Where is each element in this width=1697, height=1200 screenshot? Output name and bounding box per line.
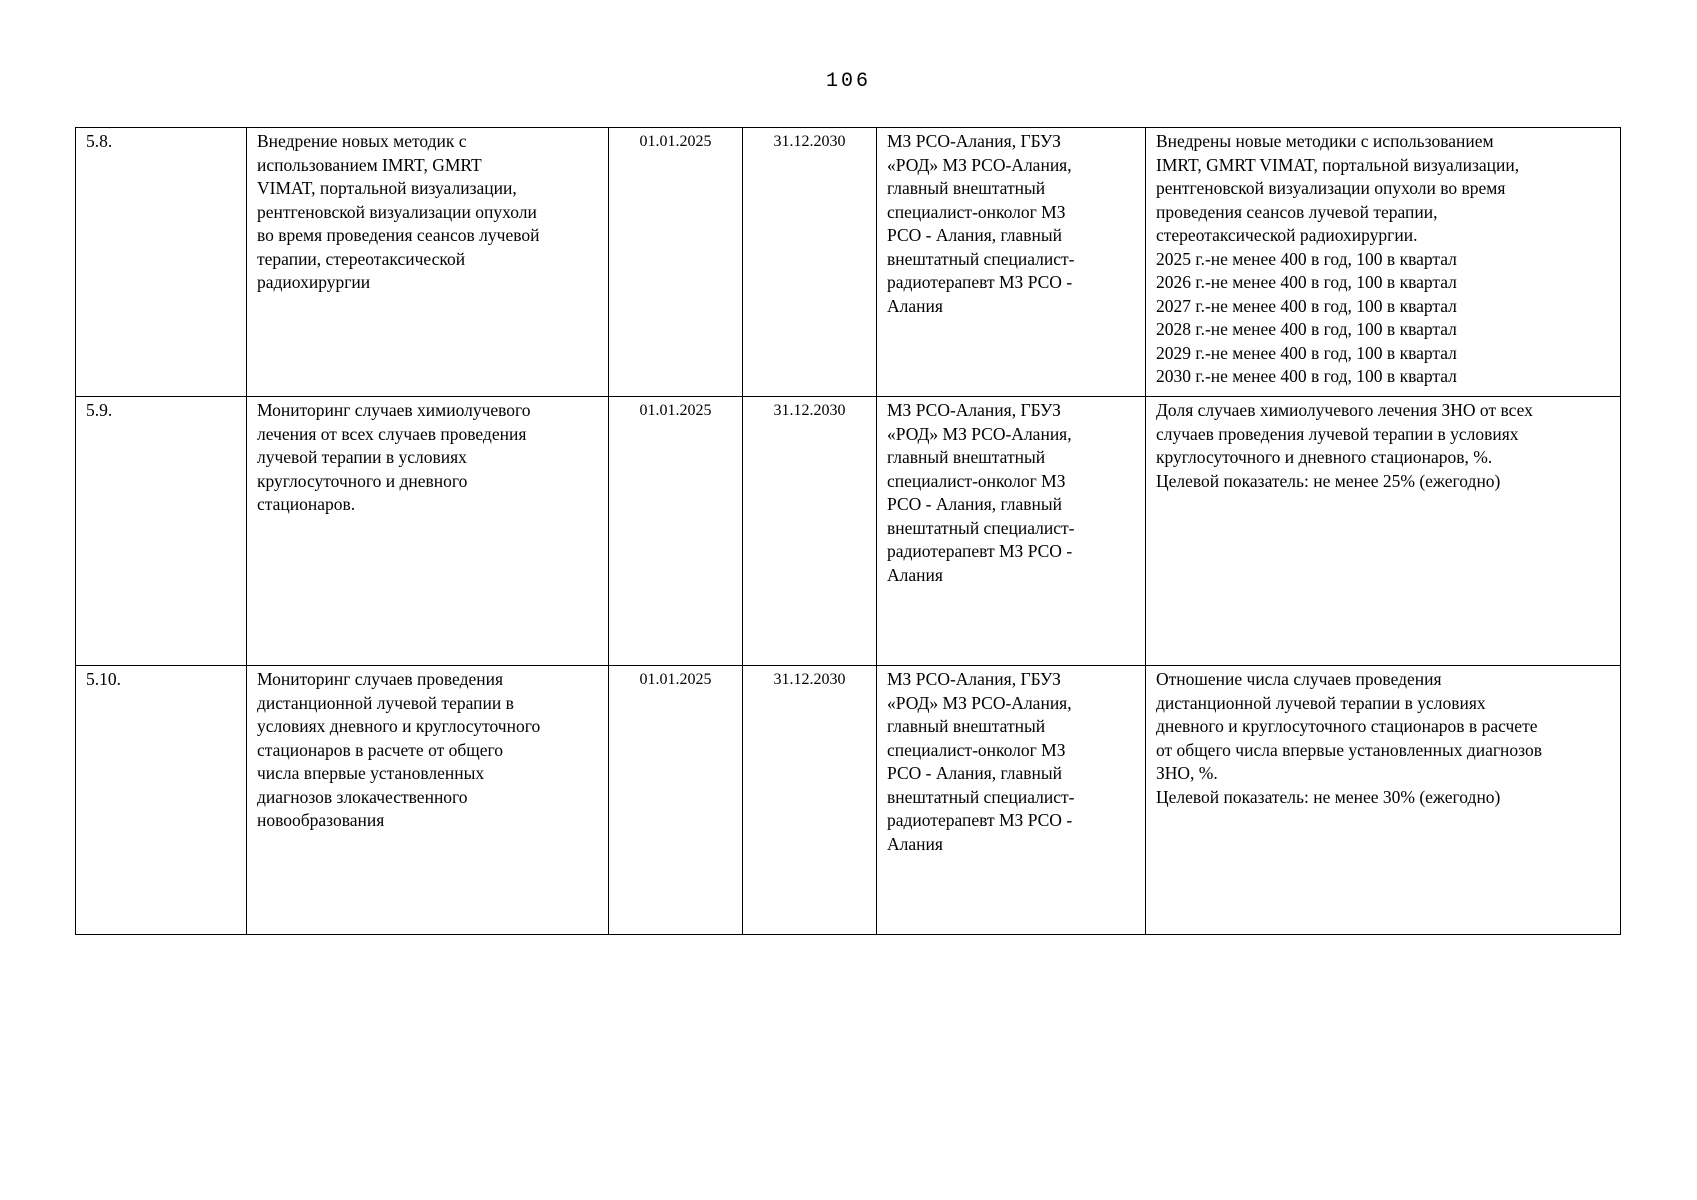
table-row [76, 397, 1621, 666]
text-line: Алания [887, 833, 943, 854]
row-number: 5.10. [76, 666, 247, 935]
text-line: VIMAT, портальной визуализации, [257, 178, 517, 198]
text-line: рентгеновской визуализации опухоли во время [1156, 178, 1506, 198]
text-line: РСО - Алания, главный [887, 494, 1063, 514]
row-number: 5.9. [76, 397, 247, 666]
text-line: специалист-онколог МЗ [887, 739, 1066, 760]
start-date: 01.01.2025 [609, 397, 743, 666]
page-number: 106 [825, 70, 871, 93]
text-line: главный внештатный [887, 178, 1046, 198]
text-line: круглосуточного и дневного стационаров, %. [1156, 447, 1493, 467]
text-line: проведения сеансов лучевой терапии, [1156, 201, 1438, 222]
text-line: ЗНО, %. [1156, 763, 1218, 783]
text-line: МЗ РСО-Алания, ГБУЗ [887, 669, 1061, 689]
end-date: 31.12.2030 [743, 128, 877, 397]
text-line: 2026 г.-не менее 400 в год, 100 в квартал [1156, 272, 1457, 292]
text-line: специалист-онколог МЗ [887, 470, 1066, 491]
text-line: Алания [887, 295, 943, 316]
table-row [76, 128, 1621, 397]
text-line: во время проведения сеансов лучевой [257, 225, 540, 245]
end-date: 31.12.2030 [743, 397, 877, 666]
text-line: 2025 г.-не менее 400 в год, 100 в квартал [1156, 248, 1457, 269]
responsible [877, 666, 1146, 935]
text-line: от общего числа впервые установленных диагнозов [1156, 739, 1542, 760]
text-line: «РОД» МЗ РСО-Алания, [887, 154, 1072, 175]
text-line: стационаров. [257, 494, 356, 514]
text-line: IMRT, GMRT VIMAT, портальной визуализации, [1156, 154, 1520, 175]
table-row [76, 666, 1621, 935]
expected-result [1146, 666, 1621, 935]
start-date: 01.01.2025 [609, 666, 743, 935]
text-line: Мониторинг случаев химиолучевого [257, 400, 531, 420]
end-date: 31.12.2030 [743, 666, 877, 935]
text-line: условиях дневного и круглосуточного [257, 716, 541, 736]
measures-table [75, 127, 1621, 935]
text-line: Мониторинг случаев проведения [257, 669, 504, 689]
text-line: числа впервые установленных [257, 763, 485, 783]
text-line: специалист-онколог МЗ [887, 201, 1066, 222]
text-line: круглосуточного и дневного [257, 470, 468, 491]
text-line: стационаров в расчете от общего [257, 739, 504, 760]
text-line: главный внештатный [887, 716, 1046, 736]
text-line: 2027 г.-не менее 400 в год, 100 в квартал [1156, 295, 1457, 316]
text-line: Целевой показатель: не менее 25% (ежегодно) [1156, 470, 1501, 491]
text-line: использованием IMRT, GMRT [257, 154, 482, 175]
row-number: 5.8. [76, 128, 247, 397]
text-line: лучевой терапии в условиях [257, 447, 467, 467]
expected-result [1146, 397, 1621, 666]
text-line: радиотерапевт МЗ РСО - [887, 272, 1073, 292]
text-line: терапии, стереотаксической [257, 248, 466, 269]
responsible [877, 397, 1146, 666]
text-line: «РОД» МЗ РСО-Алания, [887, 423, 1072, 444]
text-line: главный внештатный [887, 447, 1046, 467]
text-line: Доля случаев химиолучевого лечения ЗНО от всех [1156, 400, 1533, 420]
text-line: Внедрены новые методики с использованием [1156, 131, 1494, 151]
text-line: Отношение числа случаев проведения [1156, 669, 1442, 689]
text-line: МЗ РСО-Алания, ГБУЗ [887, 400, 1061, 420]
text-line: РСО - Алания, главный [887, 763, 1063, 783]
responsible [877, 128, 1146, 397]
measure-title [247, 128, 609, 397]
text-line: 2030 г.-не менее 400 в год, 100 в квартал [1156, 366, 1457, 386]
text-line: Алания [887, 564, 943, 585]
text-line: внештатный специалист- [887, 786, 1075, 807]
text-line: радиотерапевт МЗ РСО - [887, 810, 1073, 830]
text-line: РСО - Алания, главный [887, 225, 1063, 245]
text-line: внештатный специалист- [887, 248, 1075, 269]
text-line: «РОД» МЗ РСО-Алания, [887, 692, 1072, 713]
text-line: дистанционной лучевой терапии в условиях [1156, 692, 1486, 713]
text-line: рентгеновской визуализации опухоли [257, 201, 537, 222]
text-line: лечения от всех случаев проведения [257, 423, 527, 444]
text-line: 2028 г.-не менее 400 в год, 100 в квартал [1156, 319, 1457, 339]
text-line: новообразования [257, 810, 385, 830]
text-line: случаев проведения лучевой терапии в условиях [1156, 423, 1519, 444]
text-line: дистанционной лучевой терапии в [257, 692, 514, 713]
text-line: стереотаксической радиохирургии. [1156, 225, 1418, 245]
text-line: диагнозов злокачественного [257, 786, 468, 807]
text-line: Внедрение новых методик с [257, 131, 467, 151]
text-line: МЗ РСО-Алания, ГБУЗ [887, 131, 1061, 151]
text-line: радиохирургии [257, 272, 371, 292]
measure-title [247, 666, 609, 935]
text-line: внештатный специалист- [887, 517, 1075, 538]
measure-title [247, 397, 609, 666]
text-line: дневного и круглосуточного стационаров в расчете [1156, 716, 1538, 736]
text-line: 2029 г.-не менее 400 в год, 100 в квартал [1156, 342, 1457, 363]
start-date: 01.01.2025 [609, 128, 743, 397]
text-line: Целевой показатель: не менее 30% (ежегодно) [1156, 786, 1501, 807]
expected-result [1146, 128, 1621, 397]
text-line: радиотерапевт МЗ РСО - [887, 541, 1073, 561]
